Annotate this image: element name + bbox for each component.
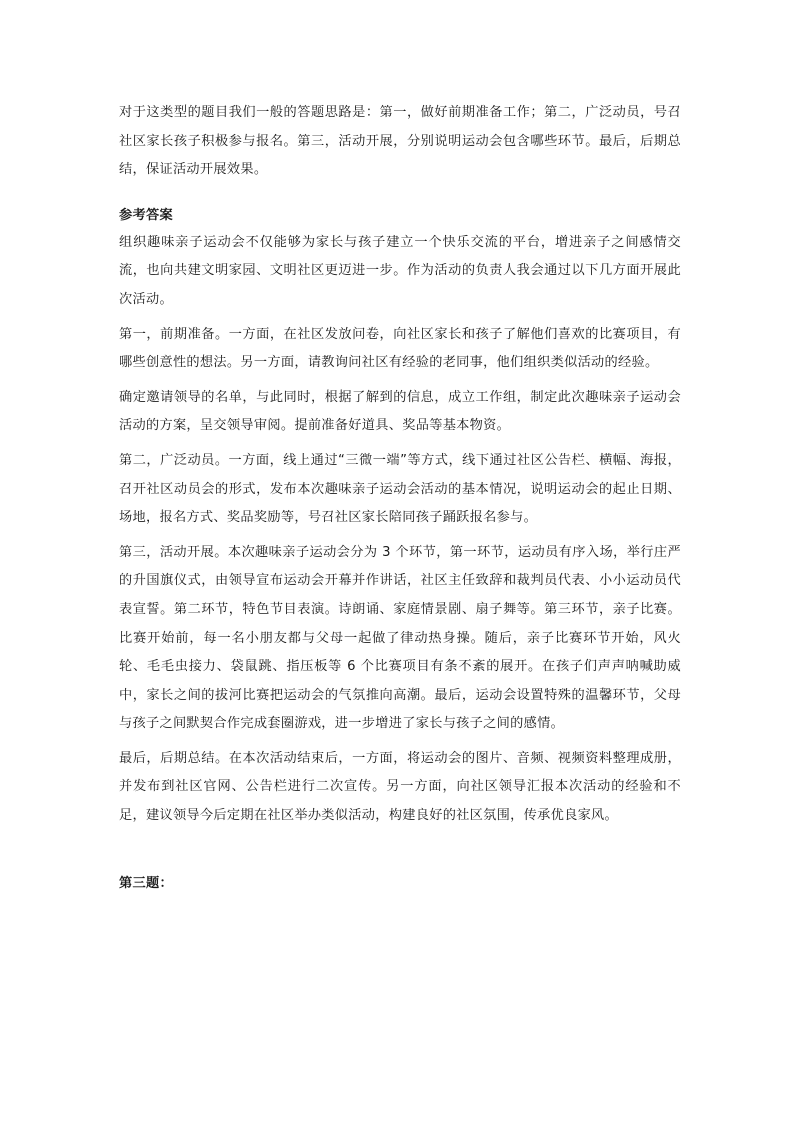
answer-paragraph-6: 最后，后期总结。在本次活动结束后，一方面，将运动会的图片、音频、视频资料整理成册，并发布到社区官网、公告栏进行二次宣传。另一方面，向社区领导汇报本次活动的经验和不足，建议领导今后定期在社区举办类似活动，构建良好的社区氛围，传承优良家风。 xyxy=(119,750,681,824)
document-page xyxy=(119,99,681,897)
answer-paragraph-1: 组织趣味亲子运动会不仅能够为家长与孩子建立一个快乐交流的平台，增进亲子之间感情交流，也向共建文明家园、文明社区更迈进一步。作为活动的负责人我会通过以下几方面开展此次活动。 xyxy=(119,234,681,307)
answer-paragraph-4: 第二，广泛动员。一方面，线上通过“三微一端”等方式，线下通过社区公告栏、横幅、海报，召开社区动员会的形式，发布本次趣味亲子运动会活动的基本情况，说明运动会的起止日期、场地，报名方式、奖品奖励等，号召社区家长陪同孩子踊跃报名参与。 xyxy=(119,452,681,526)
next-question-heading: 第三题： xyxy=(119,875,173,891)
answer-paragraph-5: 第三，活动开展。本次趣味亲子运动会分为 3 个环节，第一环节，运动员有序入场，举行庄严的升国旗仪式，由领导宣布运动会开幕并作讲话，社区主任致辞和裁判员代表、小小运动员代表宣誓。第二环节，特色节目表演。诗朗诵、家庭情景剧、扇子舞等。第三环节，亲子比赛。比赛开始前，每一名小朋友都与父母一起做了律动热身操。随后，亲子比赛环节开始，风火轮、毛毛虫接力、袋鼠跳、指压板等 6 个比赛项目有条不紊的展开。在孩子们声声呐喊助威中，家长之间的拔河比赛把运动会的气氛推向高潮。最后，运动会设置特殊的温馨环节，父母与孩子之间默契合作完成套圈游戏，进一步增进了家长与孩子之间的感情。 xyxy=(119,544,681,732)
answer-heading: 参考答案 xyxy=(119,207,173,223)
intro-paragraph: 对于这类型的题目我们一般的答题思路是：第一，做好前期准备工作；第二，广泛动员，号召社区家长孩子积极参与报名。第三，活动开展，分别说明运动会包含哪些环节。最后，后期总结，保证活动开展效果。 xyxy=(119,105,681,178)
answer-paragraph-3: 确定邀请领导的名单，与此同时，根据了解到的信息，成立工作组，制定此次趣味亲子运动会活动的方案，呈交领导审阅。提前准备好道具、奖品等基本物资。 xyxy=(119,389,681,434)
answer-paragraph-2: 第一，前期准备。一方面，在社区发放问卷，向社区家长和孩子了解他们喜欢的比赛项目，有哪些创意性的想法。另一方面，请教询问社区有经验的老同事，他们组织类似活动的经验。 xyxy=(119,326,681,371)
